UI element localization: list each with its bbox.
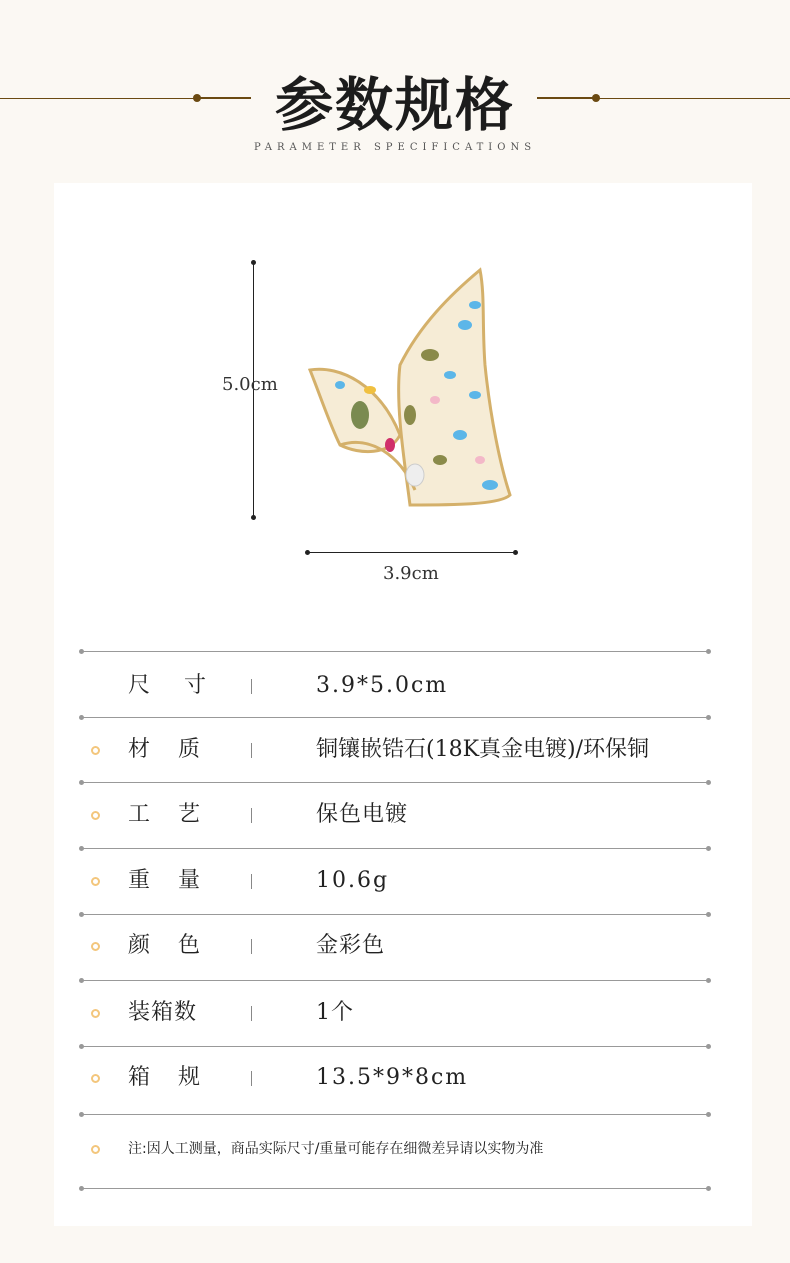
separator <box>81 980 709 981</box>
spec-row-box-count <box>0 998 790 1028</box>
spec-value: 铜镶嵌锆石(18K真金电镀)/环保铜 <box>316 737 650 762</box>
width-dim-dot-right <box>513 550 518 555</box>
separator <box>81 1046 709 1047</box>
spec-row-craft <box>0 800 790 830</box>
height-label: 5.0cm <box>222 374 278 395</box>
bullet-icon <box>91 877 100 886</box>
spec-label: 尺寸 <box>128 673 241 698</box>
bullet-icon <box>91 942 100 951</box>
separator <box>81 651 709 652</box>
width-dim-dot-left <box>305 550 310 555</box>
bullet-icon <box>91 746 100 755</box>
page-title: 参数规格 <box>274 71 515 139</box>
spec-value: 3.9*5.0cm <box>316 673 449 698</box>
bullet-icon <box>91 811 100 820</box>
height-dim-dot-top <box>251 260 256 265</box>
spec-row-weight <box>0 866 790 896</box>
spec-value: 13.5*9*8cm <box>316 1065 469 1090</box>
spec-label: 颜色 <box>128 933 229 958</box>
spec-row-size <box>0 671 790 701</box>
spec-label: 材质 <box>128 737 229 762</box>
width-dimension-line <box>307 552 516 553</box>
separator <box>81 1114 709 1115</box>
spec-label: 重量 <box>128 868 229 893</box>
spec-divider <box>251 679 252 694</box>
separator <box>81 914 709 915</box>
spec-divider <box>251 939 252 954</box>
spec-value: 1个 <box>316 1000 354 1025</box>
spec-divider <box>251 743 252 758</box>
height-dim-dot-bottom <box>251 515 256 520</box>
bullet-icon <box>91 1145 100 1154</box>
width-label: 3.9cm <box>383 563 439 584</box>
spec-divider <box>251 808 252 823</box>
spec-row-color <box>0 931 790 961</box>
spec-value: 10.6g <box>316 868 390 893</box>
spec-value: 金彩色 <box>316 933 386 958</box>
measurement-note: 注:因人工测量，商品实际尺寸/重量可能存在细微差异请以实物为准 <box>128 1141 544 1157</box>
spec-label: 工艺 <box>128 802 229 827</box>
spec-label: 装箱数 <box>128 1000 198 1025</box>
spec-label: 箱规 <box>128 1065 229 1090</box>
spec-divider <box>251 1071 252 1086</box>
page-subtitle: PARAMETER SPECIFICATIONS <box>253 142 537 153</box>
separator <box>81 848 709 849</box>
spec-divider <box>251 1006 252 1021</box>
bullet-icon <box>91 1009 100 1018</box>
spec-row-material <box>0 735 790 765</box>
separator <box>81 717 709 718</box>
separator <box>81 1188 709 1189</box>
spec-value: 保色电镀 <box>316 802 409 827</box>
bullet-icon <box>91 1074 100 1083</box>
spec-divider <box>251 874 252 889</box>
butterfly-brooch-image <box>300 265 520 525</box>
separator <box>81 782 709 783</box>
spec-row-box-size <box>0 1063 790 1093</box>
